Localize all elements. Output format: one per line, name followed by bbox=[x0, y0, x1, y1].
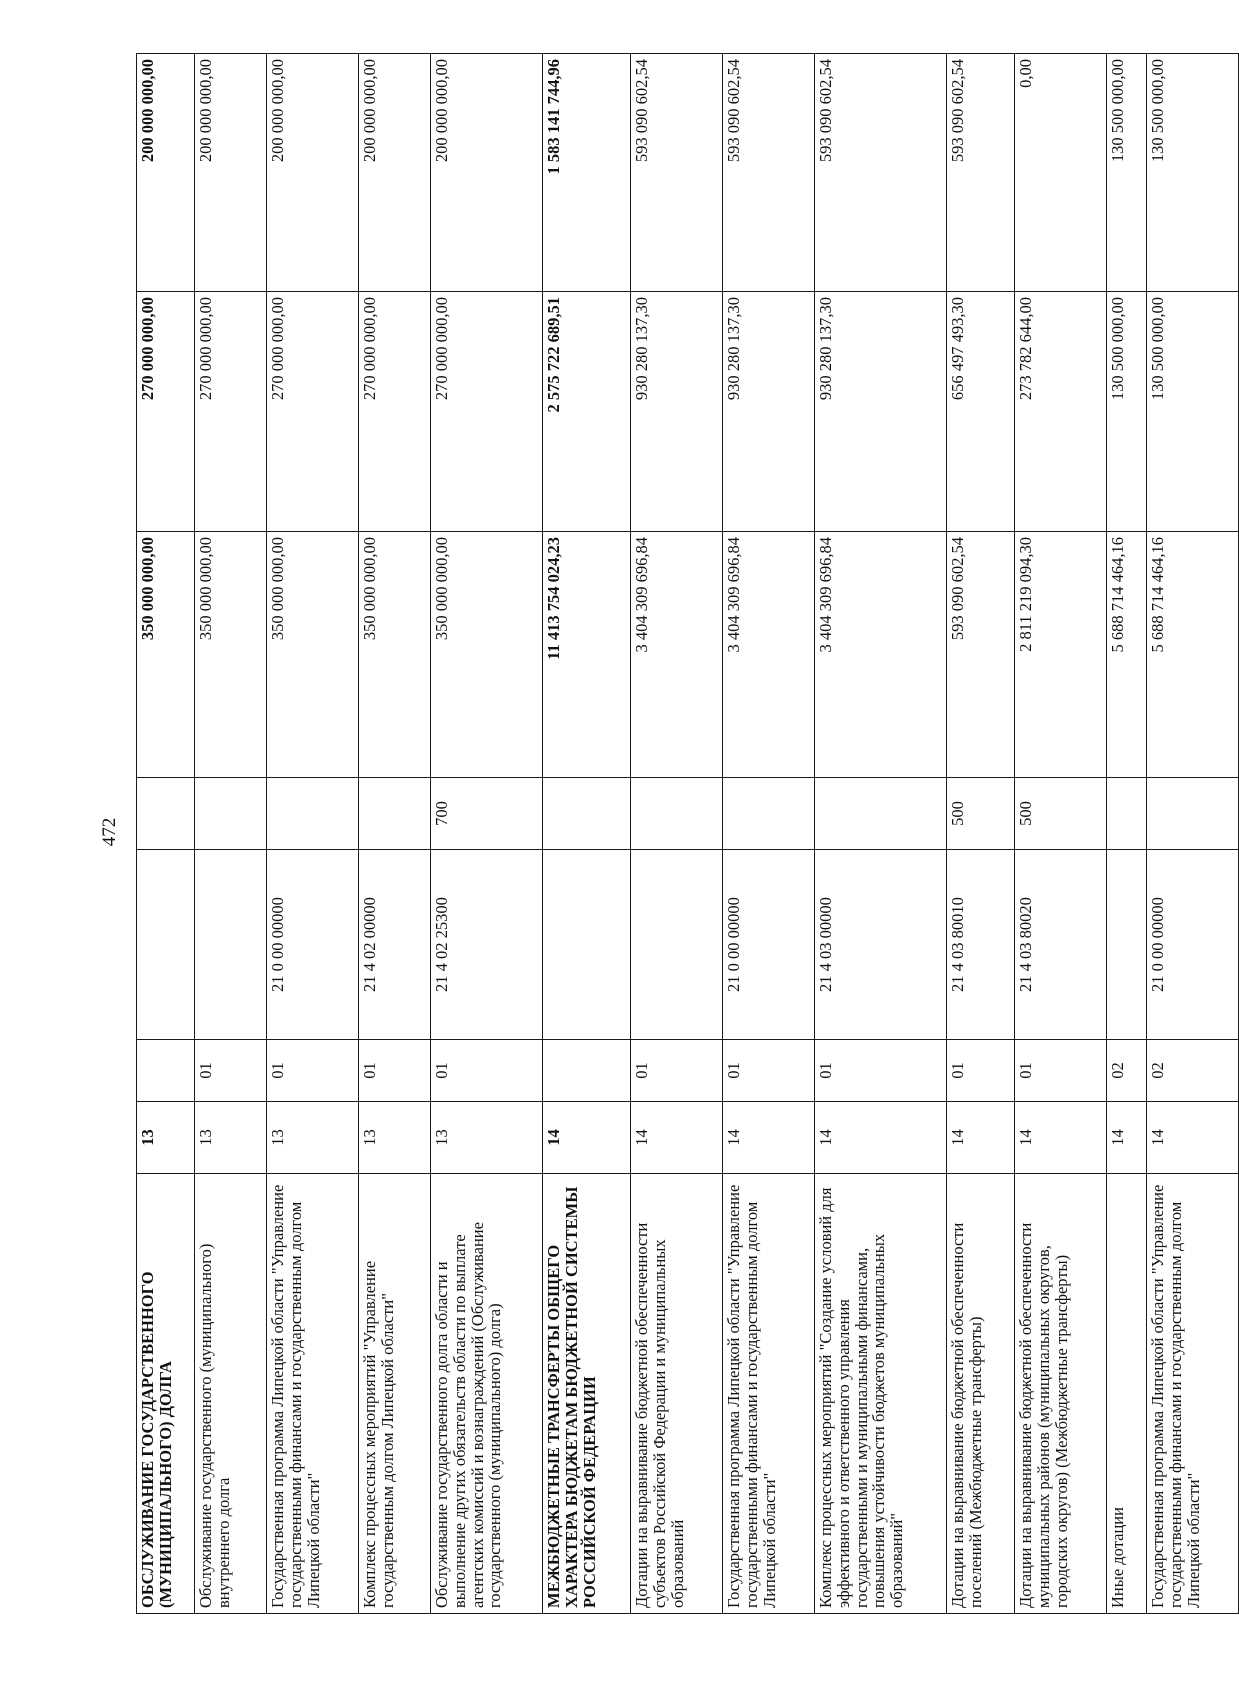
cell-name: Дотации на выравнивание бюджетной обеспеченности поселений (Межбюджетные трансферты) bbox=[947, 1174, 1015, 1614]
cell-name: Иные дотации bbox=[1107, 1174, 1147, 1614]
cell-target-article bbox=[195, 850, 267, 1040]
cell-expense-type bbox=[543, 778, 631, 850]
table-row bbox=[1015, 54, 1107, 1614]
cell-expense-type bbox=[723, 778, 815, 850]
cell-expense-type bbox=[1147, 778, 1239, 850]
cell-subsection-code: 02 bbox=[1147, 1040, 1239, 1102]
table-row bbox=[267, 54, 359, 1614]
cell-amount-1: 3 404 309 696,84 bbox=[631, 532, 723, 778]
cell-expense-type bbox=[1107, 778, 1147, 850]
table-row bbox=[137, 54, 195, 1614]
cell-target-article: 21 0 00 00000 bbox=[1147, 850, 1239, 1040]
cell-amount-1: 3 404 309 696,84 bbox=[723, 532, 815, 778]
cell-section-code: 14 bbox=[1015, 1102, 1107, 1174]
cell-subsection-code: 01 bbox=[359, 1040, 431, 1102]
cell-section-code: 14 bbox=[815, 1102, 947, 1174]
cell-amount-1: 2 811 219 094,30 bbox=[1015, 532, 1107, 778]
cell-amount-3: 593 090 602,54 bbox=[723, 54, 815, 292]
cell-expense-type bbox=[137, 778, 195, 850]
cell-amount-3: 0,00 bbox=[1015, 54, 1107, 292]
cell-section-code: 14 bbox=[723, 1102, 815, 1174]
cell-section-code: 13 bbox=[359, 1102, 431, 1174]
cell-amount-2: 130 500 000,00 bbox=[1107, 292, 1147, 532]
cell-name: ОБСЛУЖИВАНИЕ ГОСУДАРСТВЕННОГО (МУНИЦИПАЛЬНОГО) ДОЛГА bbox=[137, 1174, 195, 1614]
cell-subsection-code: 01 bbox=[815, 1040, 947, 1102]
cell-expense-type bbox=[815, 778, 947, 850]
cell-amount-2: 270 000 000,00 bbox=[137, 292, 195, 532]
cell-section-code: 13 bbox=[267, 1102, 359, 1174]
cell-amount-3: 130 500 000,00 bbox=[1147, 54, 1239, 292]
cell-expense-type: 700 bbox=[431, 778, 543, 850]
cell-target-article bbox=[631, 850, 723, 1040]
table-row bbox=[359, 54, 431, 1614]
cell-subsection-code: 01 bbox=[267, 1040, 359, 1102]
cell-name: Комплекс процессных мероприятий "Управление государственным долгом Липецкой области" bbox=[359, 1174, 431, 1614]
cell-amount-2: 130 500 000,00 bbox=[1147, 292, 1239, 532]
cell-amount-3: 200 000 000,00 bbox=[195, 54, 267, 292]
table-row bbox=[543, 54, 631, 1614]
cell-name: МЕЖБЮДЖЕТНЫЕ ТРАНСФЕРТЫ ОБЩЕГО ХАРАКТЕРА БЮДЖЕТАМ БЮДЖЕТНОЙ СИСТЕМЫ РОССИЙСКОЙ ФЕДЕРАЦИИ bbox=[543, 1174, 631, 1614]
cell-amount-3: 200 000 000,00 bbox=[431, 54, 543, 292]
cell-name: Государственная программа Липецкой области "Управление государственными финансами и государственным долгом Липецкой области" bbox=[267, 1174, 359, 1614]
table-row bbox=[631, 54, 723, 1614]
cell-subsection-code: 01 bbox=[195, 1040, 267, 1102]
cell-expense-type: 500 bbox=[1015, 778, 1107, 850]
cell-target-article: 21 0 00 00000 bbox=[267, 850, 359, 1040]
cell-target-article: 21 4 03 80020 bbox=[1015, 850, 1107, 1040]
table-row bbox=[947, 54, 1015, 1614]
cell-amount-1: 593 090 602,54 bbox=[947, 532, 1015, 778]
cell-target-article: 21 4 02 25300 bbox=[431, 850, 543, 1040]
cell-subsection-code: 01 bbox=[631, 1040, 723, 1102]
cell-amount-3: 200 000 000,00 bbox=[359, 54, 431, 292]
cell-amount-1: 350 000 000,00 bbox=[137, 532, 195, 778]
table-row bbox=[1147, 54, 1239, 1614]
page-number: 472 bbox=[99, 817, 120, 847]
cell-amount-3: 593 090 602,54 bbox=[631, 54, 723, 292]
cell-amount-2: 2 575 722 689,51 bbox=[543, 292, 631, 532]
cell-name: Дотации на выравнивание бюджетной обеспеченности субъектов Российской Федерации и муниципальных образований bbox=[631, 1174, 723, 1614]
cell-amount-2: 930 280 137,30 bbox=[723, 292, 815, 532]
cell-target-article: 21 4 03 00000 bbox=[815, 850, 947, 1040]
cell-subsection-code: 01 bbox=[947, 1040, 1015, 1102]
cell-target-article bbox=[543, 850, 631, 1040]
cell-expense-type bbox=[359, 778, 431, 850]
cell-amount-2: 270 000 000,00 bbox=[359, 292, 431, 532]
cell-amount-3: 200 000 000,00 bbox=[137, 54, 195, 292]
cell-section-code: 13 bbox=[431, 1102, 543, 1174]
cell-section-code: 14 bbox=[631, 1102, 723, 1174]
cell-name: Обслуживание государственного долга области и выполнение других обязательств области по выплате агентских комиссий и вознаграждений (Обслуживание государственного (муниципального) долга) bbox=[431, 1174, 543, 1614]
cell-expense-type bbox=[267, 778, 359, 850]
cell-amount-3: 593 090 602,54 bbox=[815, 54, 947, 292]
cell-amount-2: 930 280 137,30 bbox=[631, 292, 723, 532]
cell-section-code: 14 bbox=[947, 1102, 1015, 1174]
cell-section-code: 13 bbox=[137, 1102, 195, 1174]
table-row bbox=[195, 54, 267, 1614]
cell-subsection-code: 02 bbox=[1107, 1040, 1147, 1102]
cell-amount-1: 350 000 000,00 bbox=[267, 532, 359, 778]
cell-target-article bbox=[1107, 850, 1147, 1040]
cell-amount-3: 200 000 000,00 bbox=[267, 54, 359, 292]
table-row bbox=[1107, 54, 1147, 1614]
cell-amount-1: 11 413 754 024,23 bbox=[543, 532, 631, 778]
cell-target-article: 21 4 02 00000 bbox=[359, 850, 431, 1040]
cell-amount-1: 350 000 000,00 bbox=[359, 532, 431, 778]
table-row bbox=[815, 54, 947, 1614]
cell-subsection-code bbox=[543, 1040, 631, 1102]
cell-amount-1: 5 688 714 464,16 bbox=[1107, 532, 1147, 778]
budget-table bbox=[136, 53, 1239, 1614]
cell-subsection-code: 01 bbox=[1015, 1040, 1107, 1102]
cell-amount-1: 350 000 000,00 bbox=[431, 532, 543, 778]
cell-target-article bbox=[137, 850, 195, 1040]
budget-table-rotated bbox=[136, 54, 1203, 1614]
cell-expense-type: 500 bbox=[947, 778, 1015, 850]
cell-amount-3: 130 500 000,00 bbox=[1107, 54, 1147, 292]
cell-amount-2: 270 000 000,00 bbox=[267, 292, 359, 532]
cell-name: Обслуживание государственного (муниципального) внутреннего долга bbox=[195, 1174, 267, 1614]
cell-amount-3: 1 583 141 744,96 bbox=[543, 54, 631, 292]
cell-amount-1: 350 000 000,00 bbox=[195, 532, 267, 778]
cell-section-code: 14 bbox=[1107, 1102, 1147, 1174]
cell-amount-2: 273 782 644,00 bbox=[1015, 292, 1107, 532]
cell-section-code: 14 bbox=[1147, 1102, 1239, 1174]
table-row bbox=[431, 54, 543, 1614]
cell-target-article: 21 4 03 80010 bbox=[947, 850, 1015, 1040]
cell-amount-2: 930 280 137,30 bbox=[815, 292, 947, 532]
cell-amount-2: 656 497 493,30 bbox=[947, 292, 1015, 532]
cell-target-article: 21 0 00 00000 bbox=[723, 850, 815, 1040]
cell-section-code: 13 bbox=[195, 1102, 267, 1174]
cell-amount-2: 270 000 000,00 bbox=[431, 292, 543, 532]
cell-amount-1: 5 688 714 464,16 bbox=[1147, 532, 1239, 778]
cell-amount-3: 593 090 602,54 bbox=[947, 54, 1015, 292]
cell-expense-type bbox=[631, 778, 723, 850]
cell-subsection-code: 01 bbox=[431, 1040, 543, 1102]
cell-section-code: 14 bbox=[543, 1102, 631, 1174]
cell-name: Дотации на выравнивание бюджетной обеспеченности муниципальных районов (муниципальных округов, городских округов) (Межбюджетные трансферты) bbox=[1015, 1174, 1107, 1614]
table-row bbox=[723, 54, 815, 1614]
cell-subsection-code bbox=[137, 1040, 195, 1102]
cell-name: Государственная программа Липецкой области "Управление государственными финансами и государственным долгом Липецкой области" bbox=[723, 1174, 815, 1614]
cell-amount-2: 270 000 000,00 bbox=[195, 292, 267, 532]
cell-amount-1: 3 404 309 696,84 bbox=[815, 532, 947, 778]
cell-name: Комплекс процессных мероприятий "Создание условий для эффективного и ответственного управления государственными и муниципальными финансами, повышения устойчивости бюджетов муниципальных образований" bbox=[815, 1174, 947, 1614]
budget-table-body bbox=[137, 54, 1239, 1614]
cell-name: Государственная программа Липецкой области "Управление государственными финансами и государственным долгом Липецкой области" bbox=[1147, 1174, 1239, 1614]
cell-subsection-code: 01 bbox=[723, 1040, 815, 1102]
cell-expense-type bbox=[195, 778, 267, 850]
